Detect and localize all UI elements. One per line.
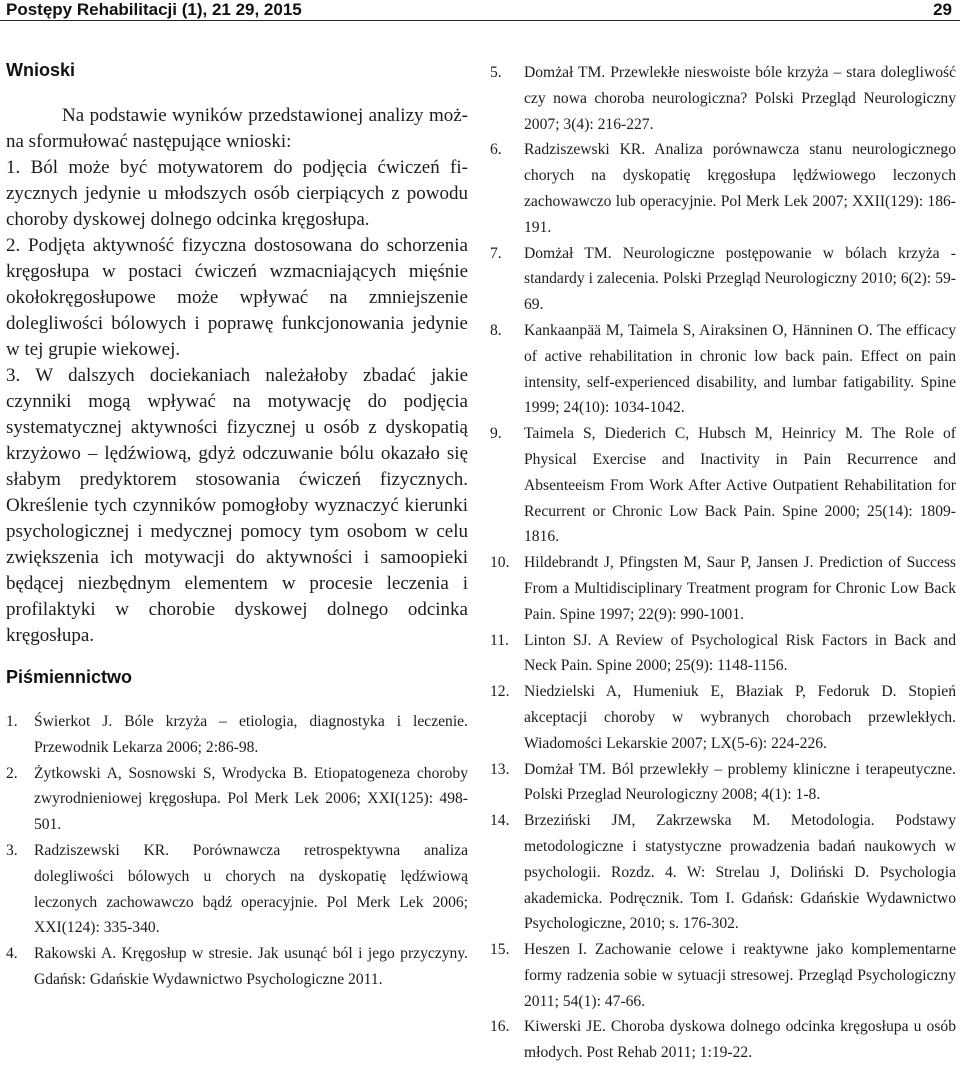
reference-text: Żytkowski A, Sosnowski S, Wrodycka B. Etiopatogeneza choroby zwyrodnieniowej kręgosłupa. Pol Merk Lek 2006; XXI(125): 498-501.: [34, 764, 468, 834]
running-header: [0, 0, 960, 20]
reference-number: 12.: [490, 683, 510, 701]
reference-text: Rakowski A. Kręgosłup w stresie. Jak usunąć ból i jego przyczyny. Gdańsk: Gdańskie Wydawnictwo Psychologiczne 2011.: [34, 945, 468, 988]
reference-number: 16.: [490, 1018, 510, 1036]
reference-text: Świerkot J. Bóle krzyża – etiologia, diagnostyka i leczenie. Przewodnik Lekarza 2006; 2:86-98.: [34, 713, 468, 756]
conclusions-intro: Na podstawie wyników przedstawionej analizy można sformułować następujące wnioski:: [6, 105, 468, 152]
conclusion-point-2: 2. Podjęta aktywność fizyczna dostosowana do schorzenia kręgosłupa w postaci ćwiczeń wzmacniających mięśnie okołokręgosłupowe może wpływać na zmniejszenie dolegliwości bólowych i poprawę funkcjonowania jedynie w tej grupie wiekowej.: [6, 235, 468, 360]
reference-item: [490, 628, 956, 680]
reference-number: 1.: [6, 713, 18, 730]
conclusions-heading: Wnioski: [6, 60, 76, 80]
reference-list-left: [6, 709, 468, 993]
reference-number: 6.: [490, 141, 502, 159]
right-column: [490, 60, 956, 1066]
references-heading: Piśmiennictwo: [6, 667, 133, 687]
reference-item: [490, 318, 956, 421]
reference-item: [6, 941, 468, 993]
reference-text: Taimela S, Diederich C, Hubsch M, Heinricy M. The Role of Physical Exercise and Inactivity in Pain Recurrence and Absenteeism From Work After Active Outpatient Rehabilitation for Recurrent or Chronic Low Back Pain. Spine 2000; 25(14): 1809-1816.: [524, 425, 956, 546]
reference-number: 7.: [490, 244, 502, 262]
page-number: 29: [933, 0, 952, 19]
reference-number: 15.: [490, 941, 510, 959]
header-rule: [0, 20, 960, 21]
reference-text: Domżał TM. Przewlekłe nieswoiste bóle krzyża – stara dolegliwość czy nowa choroba neurologiczna? Polski Przegląd Neurologiczny 2007; 3(4): 216-227.: [524, 64, 956, 133]
conclusion-point-3: 3. W dalszych dociekaniach należałoby zbadać jakie czynniki mogą wpływać na motywację do podjęcia systematycznej aktywności fizycznej u osób z dyskopatią krzyżowo – lędźwiową, gdyż odczuwanie bólu okazało się słabym predyktorem stosowania ćwiczeń fizycznych. Określenie tych czynników pomogłoby wyznaczyć kierunki psychologicznej i medycznej pomocy tym osobom w celu zwiększenia ich motywacji do aktywności i samoopieki będącej niezbędnym elementem w procesie leczenia i profilaktyki w chorobie dyskowej dolnego odcinka kręgosłupa.: [6, 365, 468, 646]
reference-item: [6, 761, 468, 838]
reference-item: [490, 1014, 956, 1066]
conclusion-point-1: 1. Ból może być motywatorem do podjęcia ćwiczeń fizycznych jedynie u młodszych osób cierpiących z powodu choroby dyskowej dolnego odcinka kręgosłupa.: [6, 157, 468, 230]
reference-item: [490, 937, 956, 1014]
journal-citation: Postępy Rehabilitacji (1), 21 29, 2015: [6, 0, 302, 19]
reference-text: Heszen I. Zachowanie celowe i reaktywne jako komplementarne formy radzenia sobie w sytuacji stresowej. Przegląd Psychologiczny 2011; 54(1): 47-66.: [524, 941, 956, 1010]
reference-number: 11.: [490, 631, 509, 649]
reference-number: 3.: [6, 841, 18, 859]
reference-text: Domżał TM. Neurologiczne postępowanie w bólach krzyża - standardy i zalecenia. Polski Przegląd Neurologiczny 2010; 6(2): 59-69.: [524, 244, 956, 314]
left-column: [6, 58, 468, 993]
reference-text: Radziszewski KR. Porównawcza retrospektywna analiza dolegliwości bólowych u chorych na dyskopatię lędźwiową leczonych zachowawczo bądź operacyjnie. Pol Merk Lek 2006; XXI(124): 335-340.: [34, 841, 468, 937]
reference-item: [490, 421, 956, 550]
reference-number: 10.: [490, 554, 510, 572]
reference-item: [490, 60, 956, 137]
reference-number: 2.: [6, 764, 18, 782]
reference-number: 5.: [490, 64, 502, 81]
reference-list-right: [490, 60, 956, 1066]
reference-item: [490, 137, 956, 240]
reference-text: Kiwerski JE. Choroba dyskowa dolnego odcinka kręgosłupa u osób młodych. Post Rehab 2011; 1:19-22.: [524, 1018, 956, 1062]
reference-text: Radziszewski KR. Analiza porównawcza stanu neurologicznego chorych na dyskopatię kręgosłupa lędźwiowego leczonych zachowawczo lub operacyjnie. Pol Merk Lek 2007; XXII(129): 186-191.: [524, 141, 956, 236]
reference-item: [490, 808, 956, 937]
reference-item: [490, 241, 956, 318]
reference-text: Kankaanpää M, Taimela S, Airaksinen O, Hänninen O. The efficacy of active rehabilitation in chronic low back pain. Effect on pain intensity, self-experienced disability, and lumbar fatigability. Spine 1999; 24(10): 1034-1042.: [524, 321, 956, 417]
reference-item: [490, 679, 956, 756]
reference-item: [490, 550, 956, 627]
reference-number: 4.: [6, 945, 18, 963]
reference-text: Hildebrandt J, Pfingsten M, Saur P, Jansen J. Prediction of Success From a Multidisciplinary Treatment program for Chronic Low Back Pain. Spine 1997; 22(9): 990-1001.: [524, 554, 956, 623]
reference-number: 13.: [490, 760, 510, 778]
reference-item: [490, 757, 956, 809]
reference-item: [6, 709, 468, 761]
reference-number: 14.: [490, 812, 510, 830]
reference-text: Niedzielski A, Humeniuk E, Błaziak P, Fedoruk D. Stopień akceptacji choroby w wybranych chorobach przewlekłych. Wiadomości Lekarskie 2007; LX(5-6): 224-226.: [524, 683, 956, 752]
reference-text: Brzeziński JM, Zakrzewska M. Metodologia. Podstawy metodologiczne i statystyczne prowadzenia badań naukowych w psychologii. Rozdz. 4. W: Strelau J, Doliński D. Psychologia akademicka. Podręcznik. Tom I. Gdańsk: Gdańskie Wydawnictwo Psychologiczne, 2010; s. 176-302.: [524, 812, 956, 933]
reference-number: 9.: [490, 425, 502, 443]
reference-text: Linton SJ. A Review of Psychological Risk Factors in Back and Neck Pain. Spine 2000; 25(9): 1148-1156.: [524, 631, 956, 675]
reference-text: Domżał TM. Ból przewlekły – problemy kliniczne i terapeutyczne. Polski Przeglad Neurologiczny 2008; 4(1): 1-8.: [524, 760, 956, 804]
reference-number: 8.: [490, 321, 502, 339]
reference-item: [6, 838, 468, 941]
